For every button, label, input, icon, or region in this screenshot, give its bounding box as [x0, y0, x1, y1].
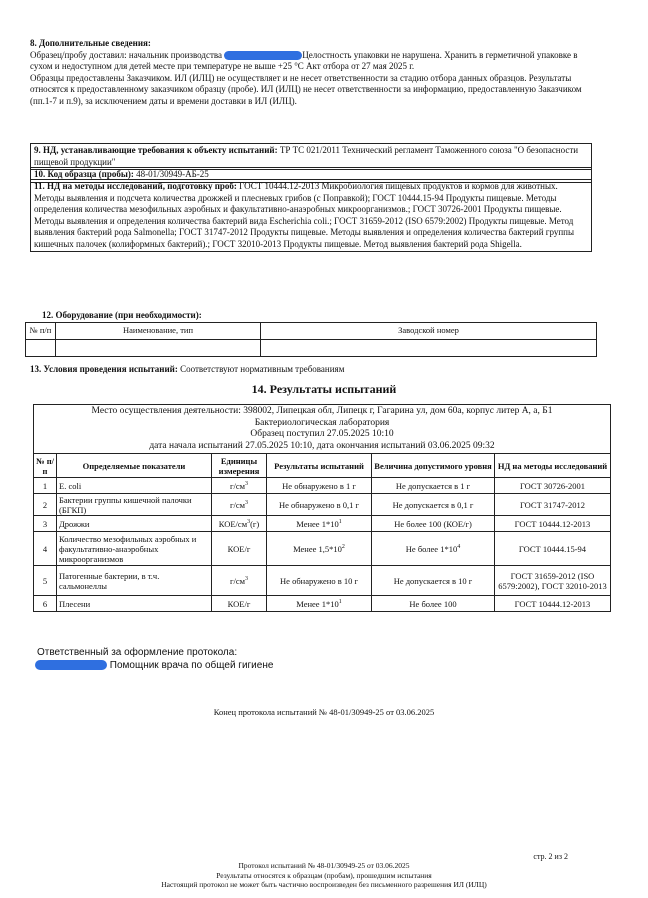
- row-nd: ГОСТ 30726-2001: [495, 478, 611, 494]
- section-8: [30, 38, 592, 107]
- results-received: Образец поступил 27.05.2025 10:10: [250, 429, 394, 439]
- results-place: Место осуществления деятельности: 398002, Липецкая обл, Липецк г, Гагарина ул, дом 60а, корпус литер А, а, Б1: [91, 406, 553, 416]
- results-col-nd: НД на методы исследований: [495, 454, 611, 478]
- section-8-line2: Образцы предоставлены Заказчиком. ИЛ (ИЛЦ) не осуществляет и не несет ответственности за стадию отбора данных образцов. Результаты относятся к предоставленному заказчиком образцу (пробе). ИЛ (ИЛЦ) не несет ответственности за информацию, предоставленную Заказчиком (пп.1-7 и п.9), за исключением даты и времени доставки в ИЛ (ИЛЦ).: [30, 72, 582, 106]
- section-8-line1: [30, 50, 592, 73]
- table-row: [34, 532, 611, 566]
- row-result: Не обнаружено в 1 г: [267, 478, 372, 494]
- section-10-title: 10. Код образца (пробы):: [34, 169, 134, 179]
- row-indicator: Бактерии группы кишечной палочки (БГКП): [57, 494, 212, 516]
- row-number: 5: [34, 566, 57, 596]
- row-number: 2: [34, 494, 57, 516]
- row-indicator: Плесени: [57, 596, 212, 612]
- responsible-line: [35, 659, 273, 672]
- footer-line-1: Протокол испытаний № 48-01/30949-25 от 03.06.2025: [238, 861, 410, 870]
- row-unit: $г/см^3$: [212, 478, 267, 494]
- section-8-line1-after: Целостность упаковки не нарушена. Хранить в герметичной упаковке в сухом и недоступном для детей месте при температуре не выше +25 °С Акт отбора от 27 мая 2025 г.: [30, 49, 578, 71]
- section-13-text: Соответствуют нормативным требованиям: [177, 364, 345, 374]
- section-8-title: 8. Дополнительные сведения:: [30, 38, 151, 48]
- section-9-title: 9. НД, устанавливающие требования к объекту испытаний:: [34, 145, 278, 155]
- row-result: Не обнаружено в 0,1 г: [267, 494, 372, 516]
- results-info: [34, 405, 610, 453]
- footer-line-2: Результаты относятся к образцам (пробам), прошедшим испытания: [216, 870, 432, 880]
- table-row: [34, 596, 611, 612]
- section-11-text: ГОСТ 10444.12-2013 Микробиология пищевых продуктов и кормов для животных. Методы выявления и подсчета количества дрожжей и плесневых грибов (с Поправкой); ГОСТ 10444.15-94 Продукты пищевые. Методы определения количества мезофильных аэробных и факультативно-анаэробных микроорганизмов.; ГОСТ 30726-2001 Продукты пищевые. Методы выявления и определения количества бактерий вида Escherichia coli.; ГОСТ 31659-2012 (ISO 6579:2002) Продукты пищевые. Метод выявления бактерий рода Salmonella; ГОСТ 31747-2012 Продукты пищевые. Методы выявления и определения количества бактерий группы кишечных палочек (колиформных бактерий).; ГОСТ 32010-2013 Продукты пищевые. Метод выявления бактерий рода Shigella.: [34, 181, 575, 249]
- row-result: Менее $1*10^1$: [267, 596, 372, 612]
- row-nd: ГОСТ 10444.12-2013: [495, 516, 611, 532]
- row-unit: $г/см^3$: [212, 494, 267, 516]
- results-header-row: [34, 454, 611, 478]
- row-result: Менее $1,5*10^2$: [267, 532, 372, 566]
- equipment-header-row: [26, 322, 597, 339]
- results-col-result: Результаты испытаний: [267, 454, 372, 478]
- results-dates: дата начала испытаний 27.05.2025 10:10, дата окончания испытаний 03.06.2025 09:32: [149, 440, 495, 451]
- equipment-table: [25, 322, 597, 357]
- responsible-position: Помощник врача по общей гигиене: [107, 660, 274, 671]
- row-indicator: E. coli: [57, 478, 212, 494]
- section-10-text: 48-01/30949-АБ-25: [133, 169, 209, 179]
- row-nd: ГОСТ 10444.15-94: [495, 532, 611, 566]
- table-row: [34, 478, 611, 494]
- footer-line-3: Настоящий протокол не может быть частично воспроизведен без письменного разрешения ИЛ (ИЛЦ): [161, 880, 487, 889]
- equipment-col-name: Наименование, тип: [56, 322, 261, 339]
- section-8-line1-before: Образец/пробу доставил: начальник производства: [30, 49, 225, 60]
- row-number: 4: [34, 532, 57, 566]
- row-limit: Не допускается в 10 г: [372, 566, 495, 596]
- results-lab: Бактериологическая лаборатория: [254, 417, 390, 428]
- section-13-title: 13. Условия проведения испытаний:: [30, 364, 178, 374]
- row-indicator: Дрожжи: [57, 516, 212, 532]
- results-col-unit: Единицы измерения: [212, 454, 267, 478]
- section-12: [30, 310, 592, 357]
- row-nd: ГОСТ 31747-2012: [495, 494, 611, 516]
- section-11-title: 11. НД на методы исследований, подготовку проб:: [34, 181, 237, 191]
- responsible-label: Ответственный за оформление протокола:: [37, 647, 238, 658]
- row-result: Не обнаружено в 10 г: [267, 566, 372, 596]
- row-limit: Не более 100 (КОЕ/г): [372, 516, 495, 532]
- row-unit: КОЕ/г: [212, 532, 267, 566]
- row-limit: Не допускается в 0,1 г: [372, 494, 495, 516]
- redacted-name: [224, 51, 302, 60]
- section-12-title: 12. Оборудование (при необходимости):: [42, 310, 202, 320]
- row-number: 1: [34, 478, 57, 494]
- page-number: стр. 2 из 2: [533, 852, 568, 861]
- section-14-title: 14. Результаты испытаний: [251, 382, 397, 396]
- equipment-col-num: № п/п: [26, 322, 56, 339]
- row-number: 3: [34, 516, 57, 532]
- results-col-limit: Величина допустимого уровня: [372, 454, 495, 478]
- equipment-col-serial: Заводской номер: [261, 322, 597, 339]
- section-9: [30, 143, 592, 170]
- section-13: [30, 364, 592, 376]
- table-row: [34, 566, 611, 596]
- results-block: [33, 404, 611, 612]
- row-indicator: Количество мезофильных аэробных и факультативно-анаэробных микроорганизмов: [57, 532, 212, 566]
- row-limit: Не более $1*10^4$: [372, 532, 495, 566]
- redacted-signature: [35, 660, 107, 670]
- row-limit: Не более 100: [372, 596, 495, 612]
- row-number: 6: [34, 596, 57, 612]
- results-table: [33, 453, 611, 612]
- responsible-block: [35, 646, 273, 672]
- section-11: [30, 179, 592, 252]
- row-nd: ГОСТ 10444.12-2013: [495, 596, 611, 612]
- row-nd: ГОСТ 31659-2012 (ISO 6579:2002), ГОСТ 32010-2013: [495, 566, 611, 596]
- row-unit: КОЕ/г: [212, 596, 267, 612]
- results-col-num: № п/п: [34, 454, 57, 478]
- row-limit: Не допускается в 1 г: [372, 478, 495, 494]
- table-row: [34, 494, 611, 516]
- row-unit: $г/см^3$: [212, 566, 267, 596]
- row-unit: КОЕ/$см^3(г)$: [212, 516, 267, 532]
- row-result: Менее $1*10^1$: [267, 516, 372, 532]
- footer: [0, 861, 648, 890]
- table-row: [34, 516, 611, 532]
- end-note: Конец протокола испытаний № 48-01/30949-25 от 03.06.2025: [213, 707, 435, 717]
- row-indicator: Патогенные бактерии, в т.ч. сальмонеллы: [57, 566, 212, 596]
- results-col-indicator: Определяемые показатели: [57, 454, 212, 478]
- section-9-text: ТР ТС 021/2011 Технический регламент Таможенного союза "О безопасности пищевой продукции": [34, 145, 579, 167]
- equipment-empty-row: [26, 339, 597, 356]
- results-body: [34, 478, 611, 612]
